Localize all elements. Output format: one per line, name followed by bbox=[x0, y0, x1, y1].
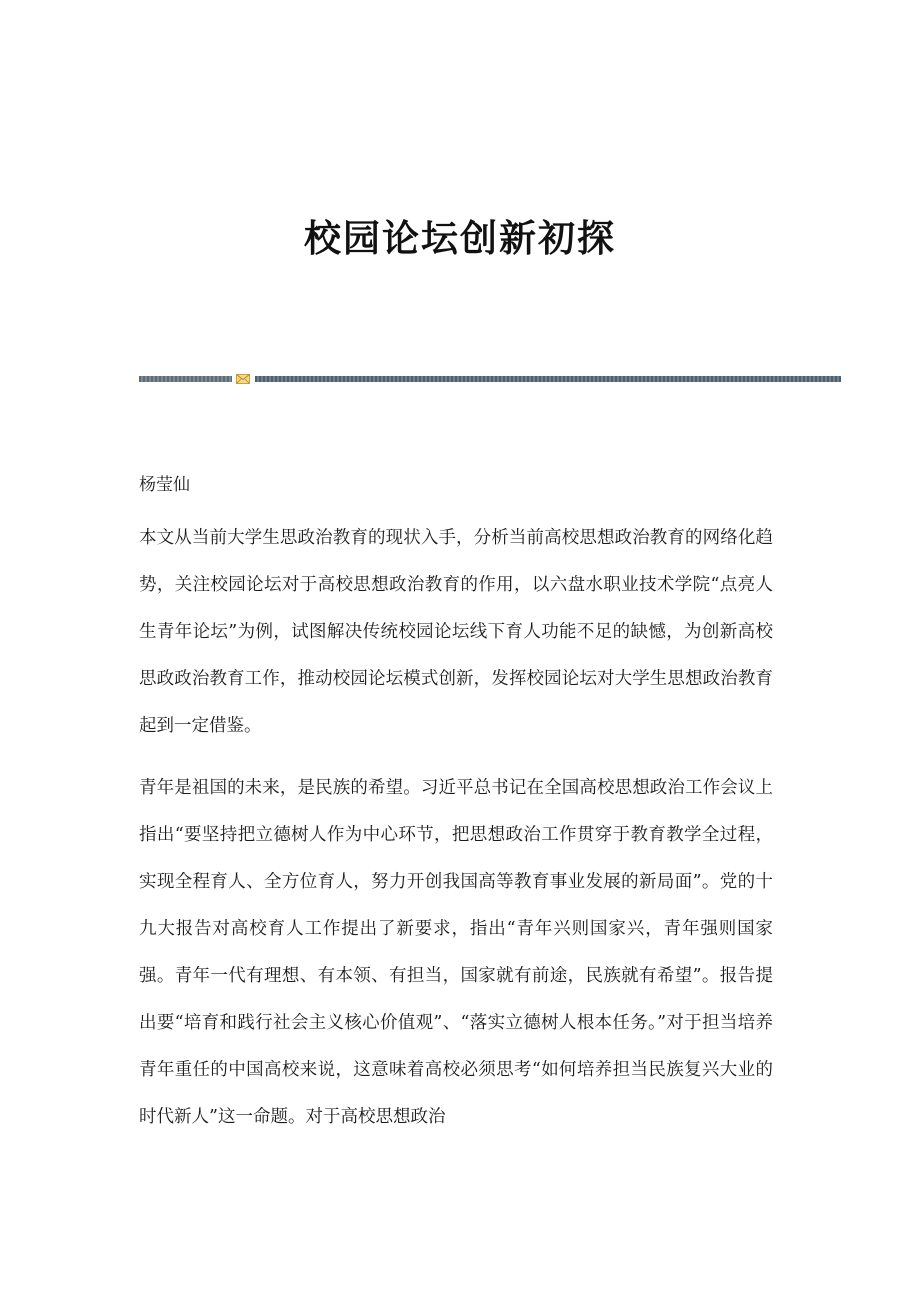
body-paragraph: 青年是祖国的未来，是民族的希望。习近平总书记在全国高校思想政治工作会议上指出“要坚持把立德树人作为中心环节，把思想政治工作贯穿于教育教学全过程，实现全程育人、全方位育人，努力开创我国高等教育事业发展的新局面”。党的十九大报告对高校育人工作提出了新要求，指出“青年兴则国家兴，青年强则国家强。青年一代有理想、有本领、有担当，国家就有前途，民族就有希望”。报告提出要“培育和践行社会主义核心价值观”、“落实立德树人根本任务。”对于担当培养青年重任的中国高校来说，这意味着高校必须思考“如何培养担当民族复兴大业的时代新人”这一命题。对于高校思想政治 bbox=[139, 778, 773, 1127]
author-name: 杨莹仙 bbox=[139, 475, 190, 495]
envelope-ornament-icon bbox=[236, 374, 250, 384]
divider-bar-right bbox=[255, 376, 841, 382]
divider-bar-left bbox=[139, 376, 232, 382]
abstract-paragraph: 本文从当前大学生思政治教育的现状入手，分析当前高校思想政治教育的网络化趋势，关注校园论坛对于高校思想政治教育的作用，以六盘水职业技术学院“点亮人生青年论坛”为例，试图解决传统校园论坛线下育人功能不足的缺憾，为创新高校思政政治教育工作，推动校园论坛模式创新，发挥校园论坛对大学生思想政治教育起到一定借鉴。 bbox=[139, 528, 773, 736]
document-title: 校园论坛创新初探 bbox=[304, 216, 616, 260]
title-divider bbox=[139, 374, 841, 384]
